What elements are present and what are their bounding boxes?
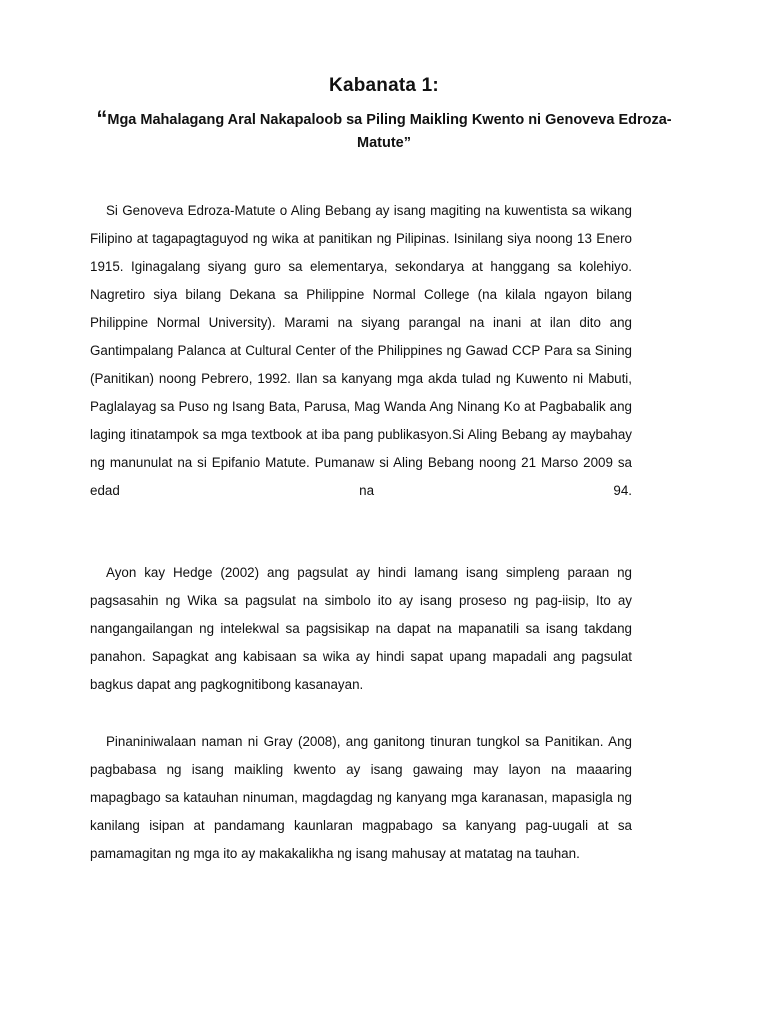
body-paragraph-2 bbox=[90, 559, 632, 699]
chapter-heading: Kabanata 1: bbox=[329, 75, 439, 96]
paragraph-text: Ayon kay Hedge (2002) ang pagsulat ay hindi lamang isang simpleng paraan ng pagsasahin ng Wika sa pagsulat na simbolo ito ay isang proseso ng pag-iisip, Ito ay nangangailangan ng intelekwal sa pagsisikap na dapat na mapanatili sa isang takdang panahon. Sapagkat ang kabisaan sa wika ay hindi sapat upang mapadali ang pagsulat bagkus dapat ang pagkognitibong kasanayan. bbox=[90, 565, 632, 692]
paragraph-text: Pinaniniwalaan naman ni Gray (2008), ang ganitong tinuran tungkol sa Panitikan. Ang pagbabasa ng isang maikling kwento ay isang gawaing may layon na maaaring mapagbago sa katauhan ninuman, magdagdag ng kanyang mga karanasan, mapasigla ng kanilang isipan at pandamang kaunlaran magpabago sa kanyang pag-uugali at sa pamamagitan ng mga ito ay makakalikha ng isang mahusay at matatag na tauhan. bbox=[90, 734, 632, 861]
chapter-title bbox=[96, 107, 672, 155]
paragraph-text: Si Genoveva Edroza-Matute o Aling Bebang ay isang magiting na kuwentista sa wikang Filipino at tagapagtaguyod ng wika at panitikan ng Pilipinas. Isinilang siya noong 13 Enero 1915. Iginagalang siyang guro sa elementarya, sekondarya at hanggang sa kolehiyo. Nagretiro siya bilang Dekana sa Philippine Normal College (na kilala ngayon bilang Philippine Normal University). Marami na siyang parangal na inani at ilan dito ang Gantimpalang Palanca at Cultural Center of the Philippines ng Gawad CCP Para sa Sining (Panitikan) noong Pebrero, 1992. Ilan sa kanyang mga akda tulad ng Kuwento ni Mabuti, Paglalayag sa Puso ng Isang Bata, Parusa, Mag Wanda Ang Ninang Ko at Pagbabalik ang laging itinatampok sa mga textbook at iba pang publikasyon.Si Aling Bebang ay maybahay ng manunulat na si Epifanio Matute. Pumanaw si Aling Bebang noong 21 Marso 2009 sa edad na 94. bbox=[90, 203, 632, 498]
body-paragraph-1 bbox=[90, 197, 632, 505]
body-paragraph-3 bbox=[90, 728, 632, 868]
opening-quote-mark: “ bbox=[96, 106, 108, 131]
chapter-title-text: Mga Mahalagang Aral Nakapaloob sa Piling Maikling Kwento ni Genoveva Edroza-Matute” bbox=[107, 112, 672, 151]
